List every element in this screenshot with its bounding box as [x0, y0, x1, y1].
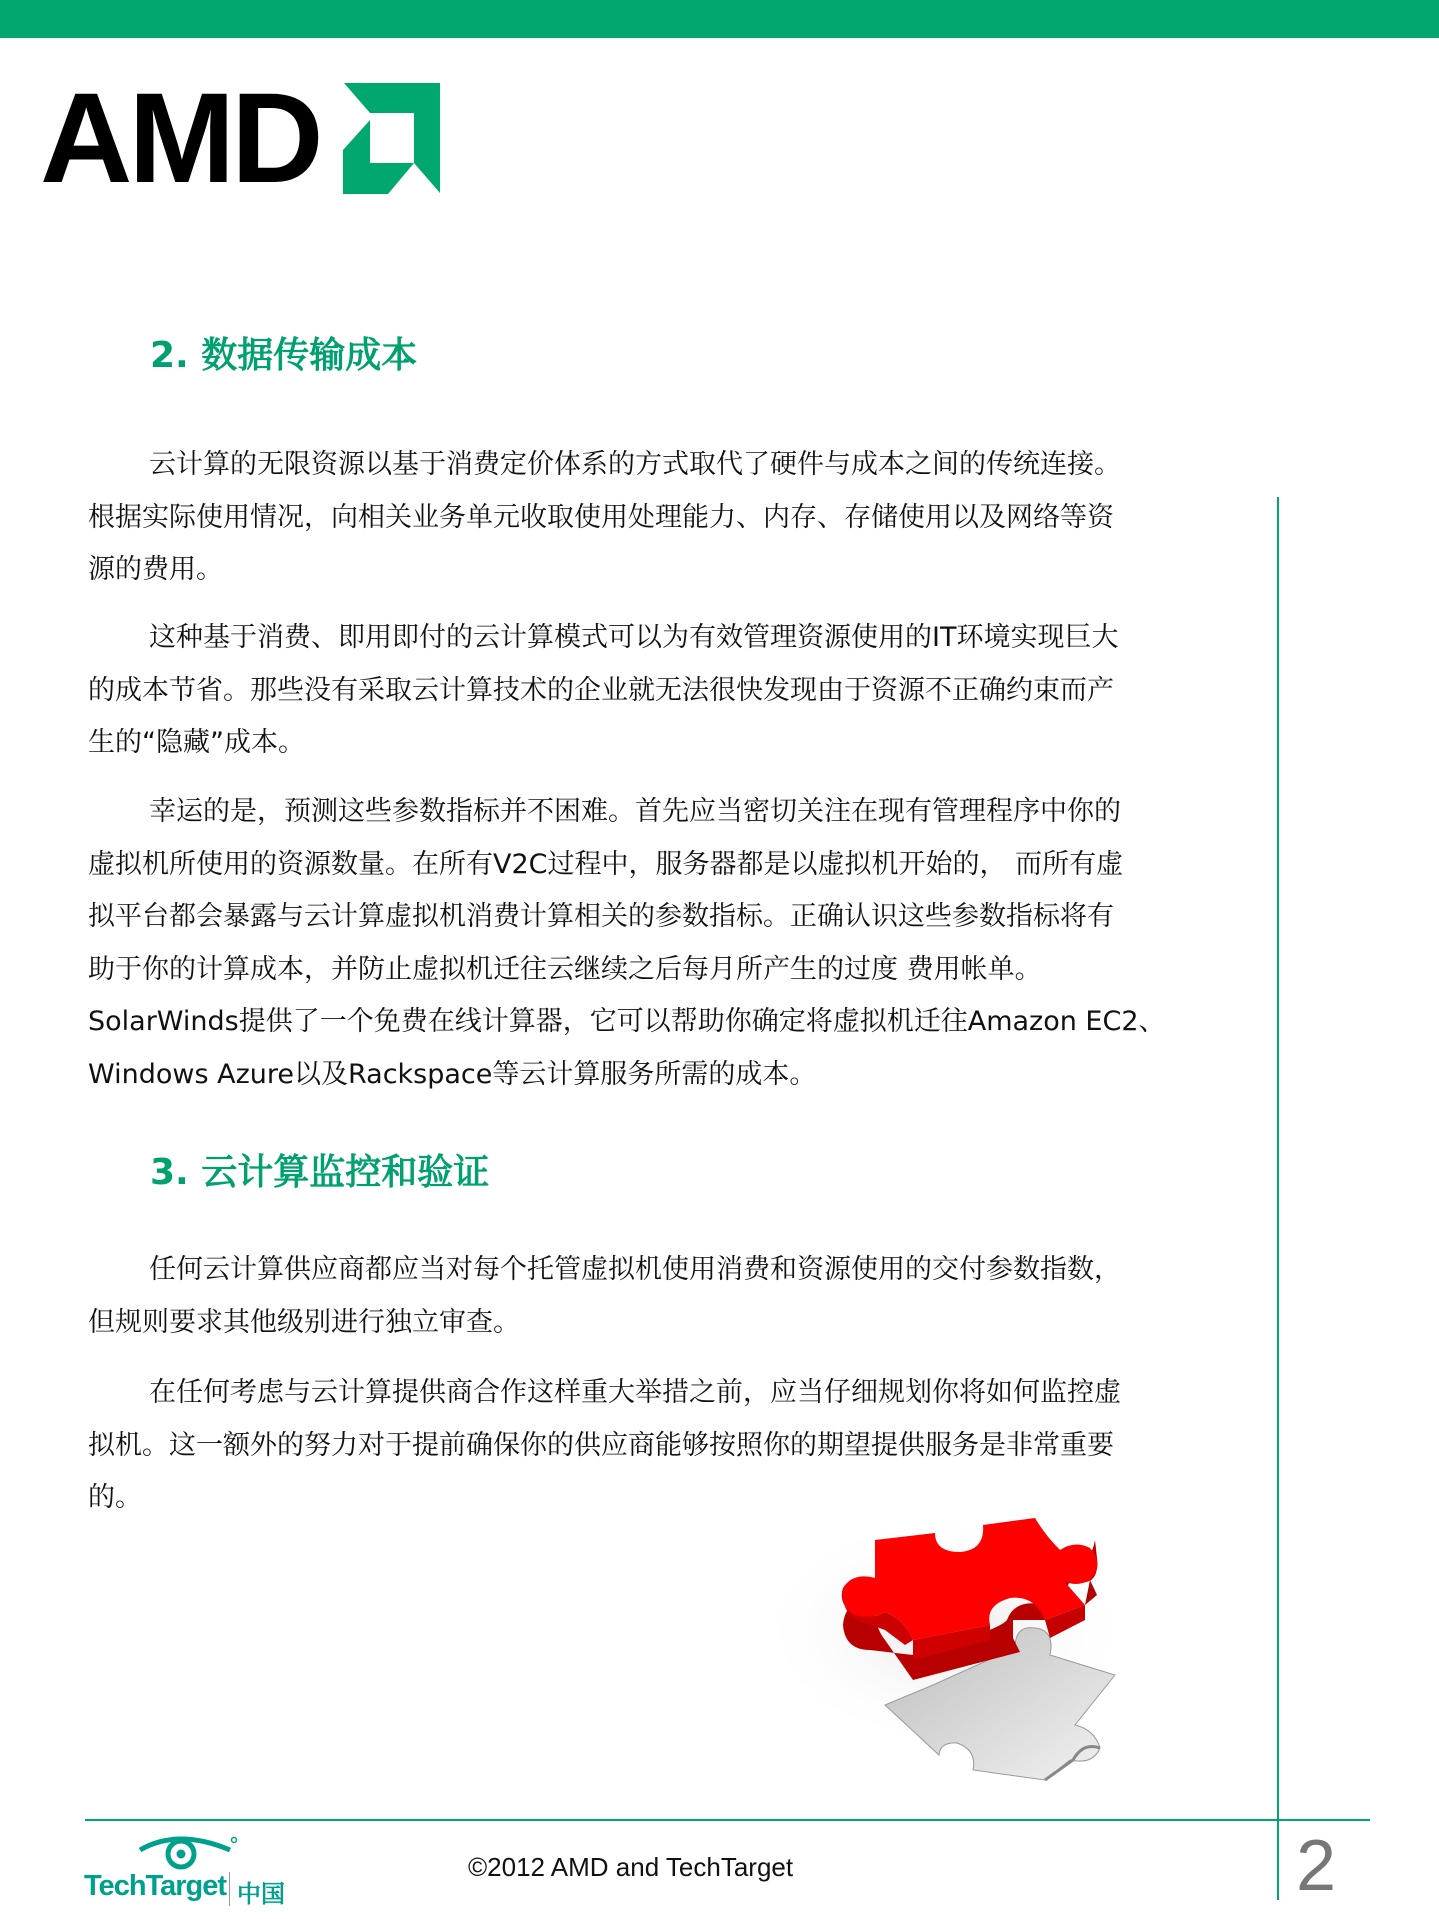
text-line: 的成本节省。那些没有采取云计算技术的企业就无法很快发现由于资源不正确约束而产 — [88, 674, 1114, 706]
text-line: 这种基于消费、即用即付的云计算模式可以为有效管理资源使用的IT环境实现巨大 — [149, 622, 1119, 653]
text-line: 根据实际使用情况，向相关业务单元收取使用处理能力、内存、存储使用以及网络等资 — [88, 501, 1114, 533]
text-line: 生的“隐藏”成本。 — [88, 727, 305, 759]
text-line: 幸运的是，预测这些参数指标并不困难。首先应当密切关注在现有管理程序中你的 — [149, 796, 1121, 827]
section-heading-cloud-monitoring: 3. 云计算监控和验证 — [150, 1152, 490, 1193]
page-number: 2 — [1296, 1826, 1337, 1906]
copyright-notice: ©2012 AMD and TechTarget — [468, 1852, 794, 1882]
techtarget-wordmark: TechTarget — [84, 1870, 227, 1902]
top-accent-bar — [0, 0, 1439, 38]
footer-divider — [85, 1819, 1370, 1821]
paragraph — [88, 1244, 1238, 1349]
techtarget-region: 中国 — [237, 1880, 285, 1908]
text-line: 在任何考虑与云计算提供商合作这样重大举措之前，应当仔细规划你将如何监控虚 — [149, 1377, 1121, 1408]
text-line: 任何云计算供应商都应当对每个托管虚拟机使用消费和资源使用的交付参数指数， — [149, 1254, 1121, 1285]
text-line: Windows Azure以及Rackspace等云计算服务所需的成本。 — [88, 1058, 817, 1090]
paragraph — [88, 439, 1238, 597]
paragraph — [88, 612, 1238, 770]
text-line: 拟平台都会暴露与云计算虚拟机消费计算相关的参数指标。正确认识这些参数指标将有 — [88, 901, 1114, 933]
paragraph — [88, 786, 1238, 1102]
amd-logo — [40, 67, 440, 210]
text-line: 拟机。这一额外的努力对于提前确保你的供应商能够按照你的期望提供服务是非常重要 — [88, 1429, 1114, 1461]
text-line: 云计算的无限资源以基于消费定价体系的方式取代了硬件与成本之间的传统连接。 — [149, 449, 1121, 480]
logo-separator — [229, 1872, 230, 1906]
eye-icon — [136, 1834, 246, 1874]
text-line: 虚拟机所使用的资源数量。在所有V2C过程中，服务器都是以虚拟机开始的， 而所有虚 — [88, 848, 1124, 880]
techtarget-logo — [82, 1834, 292, 1910]
text-line: 助于你的计算成本，并防止虚拟机迁往云继续之后每月所产生的过度 费用帐单。 — [88, 953, 1042, 985]
amd-wordmark: AMD — [40, 67, 320, 210]
red-puzzle-piece-icon — [745, 1480, 1125, 1790]
amd-arrow-icon — [343, 83, 440, 194]
text-line: 源的费用。 — [88, 554, 223, 586]
vertical-divider — [1277, 497, 1279, 1900]
text-line: 但规则要求其他级别进行独立审查。 — [88, 1306, 520, 1338]
text-line: SolarWinds提供了一个免费在线计算器，它可以帮助你确定将虚拟机迁往Amazon EC2、 — [88, 1006, 1166, 1038]
section-heading-data-transfer-cost: 2. 数据传输成本 — [150, 335, 418, 376]
text-line: 的。 — [88, 1482, 142, 1514]
